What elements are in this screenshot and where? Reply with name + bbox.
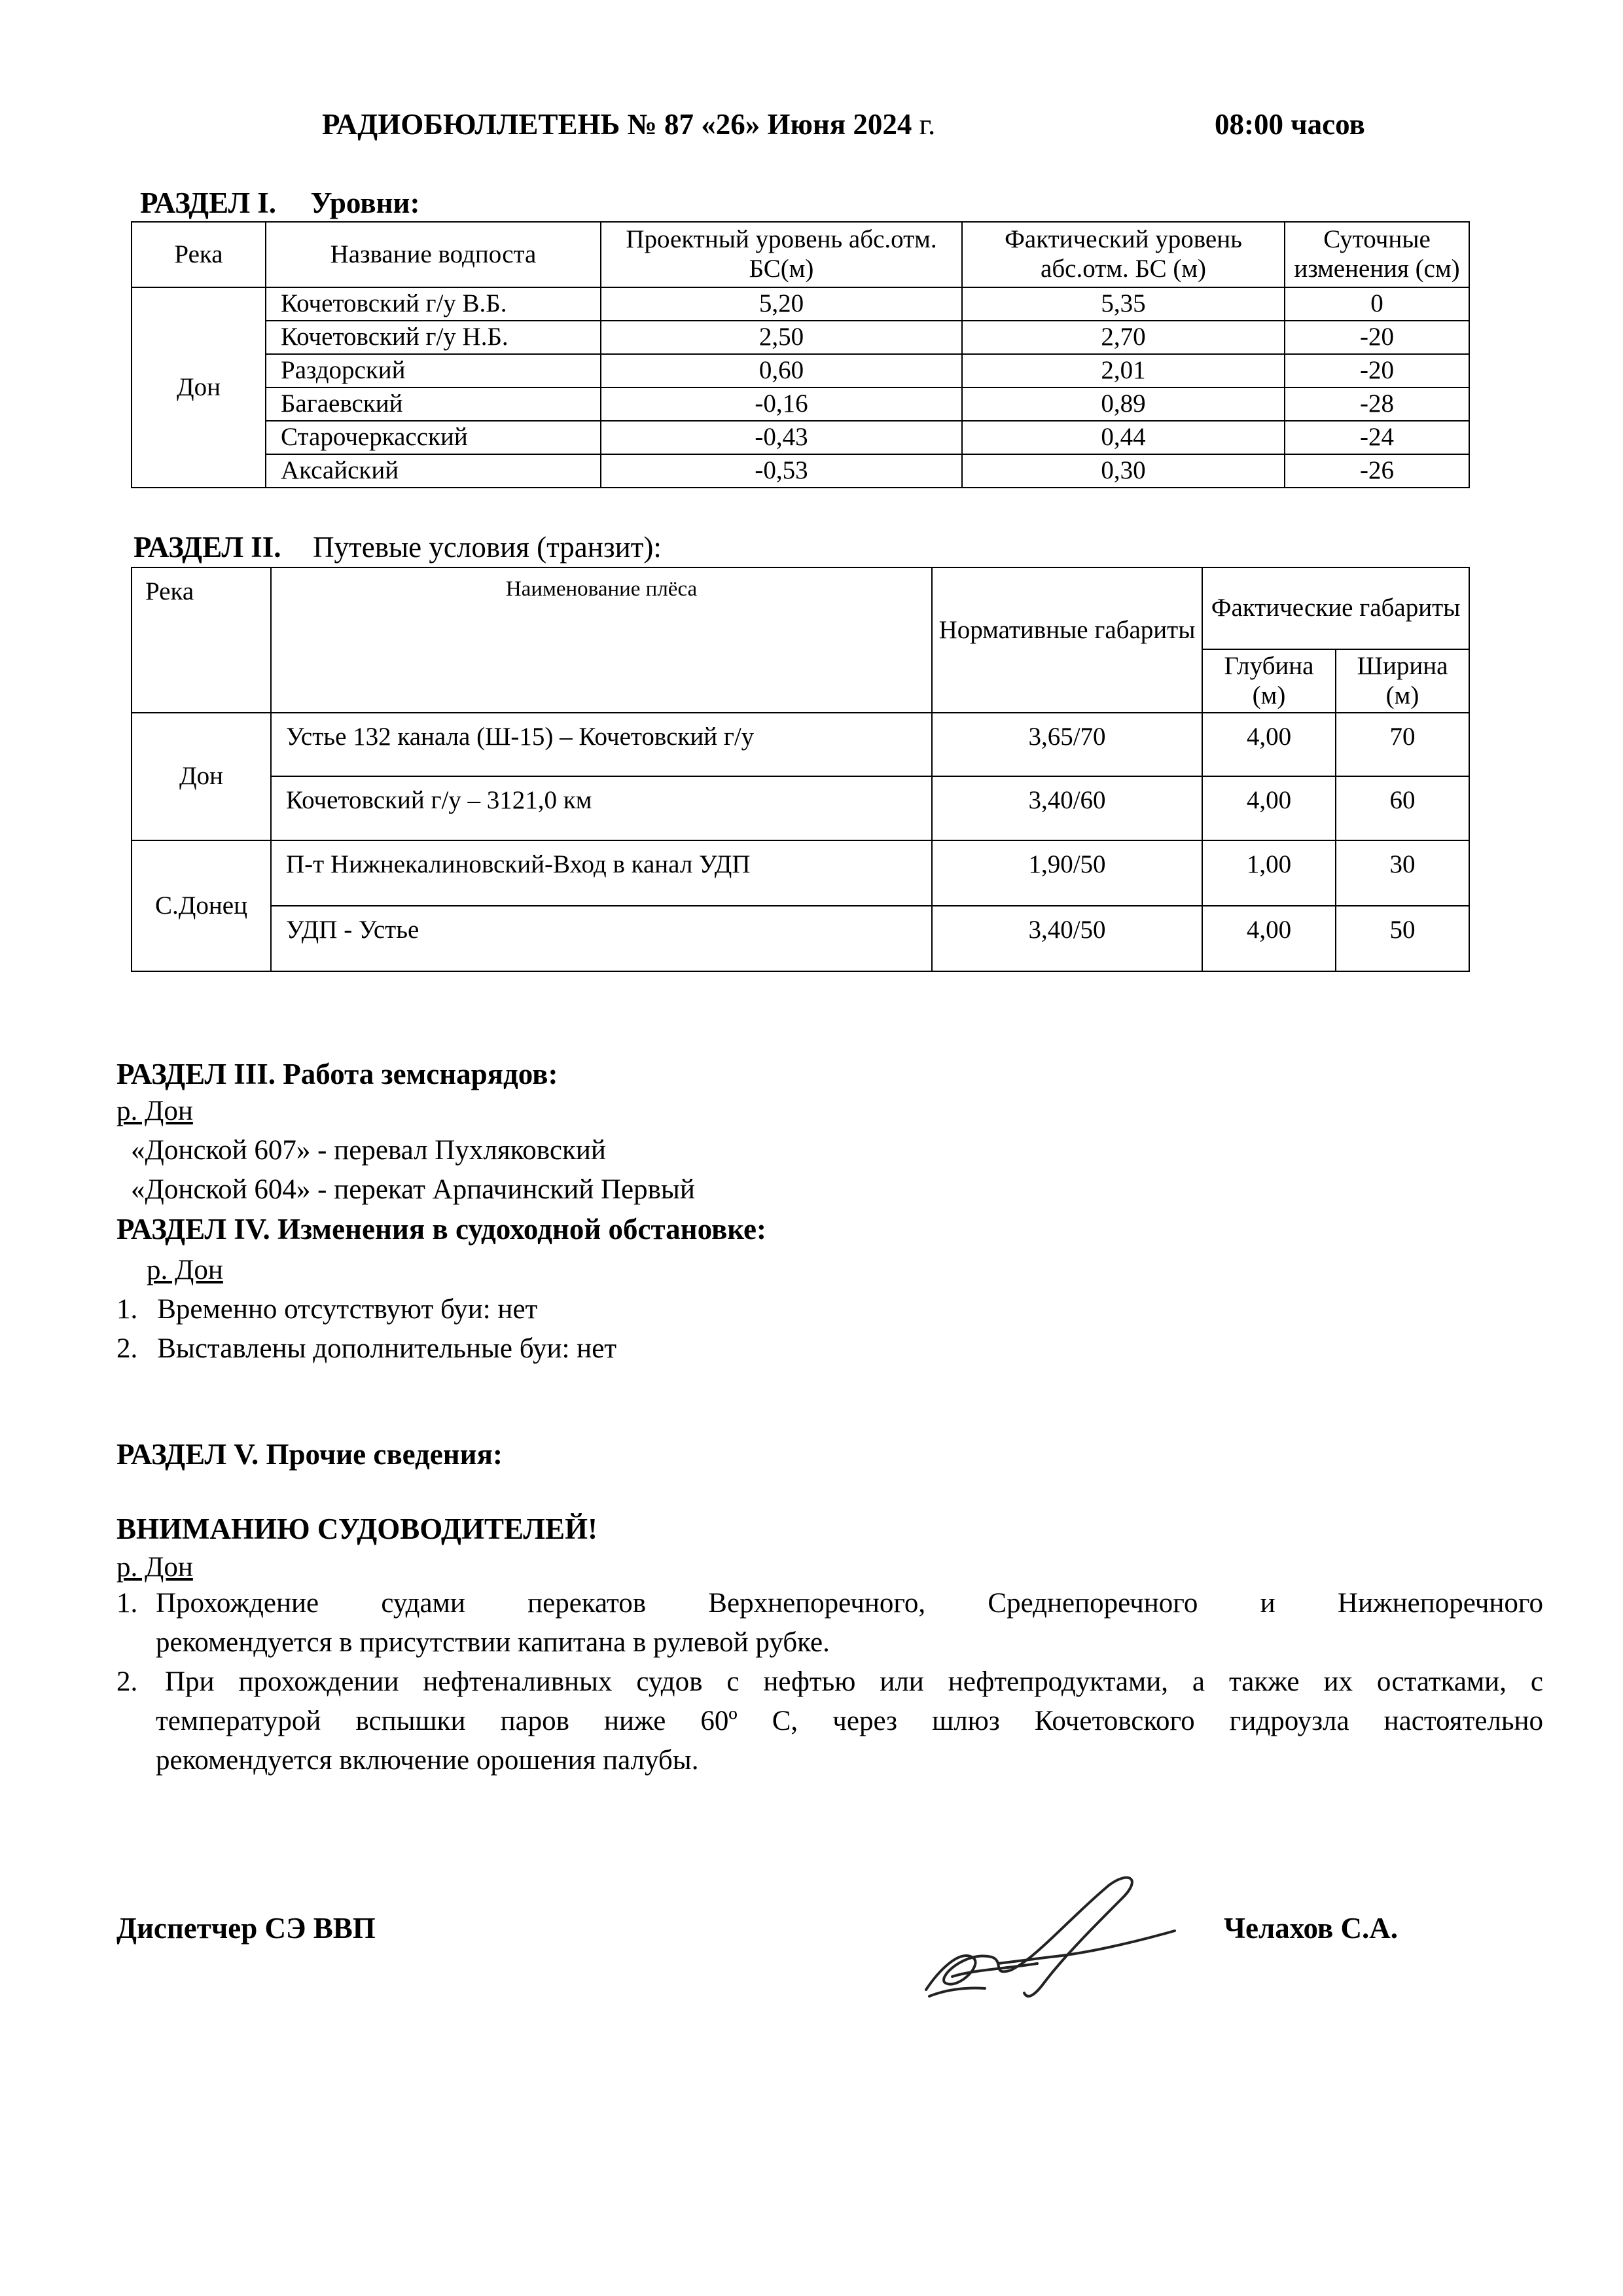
actual-width: 60	[1336, 776, 1469, 840]
actual-width: 50	[1336, 906, 1469, 971]
actual-level: 0,30	[962, 454, 1285, 488]
header-post-name: Название водпоста	[266, 222, 601, 287]
bulletin-time: 08:00 часов	[1215, 108, 1365, 141]
reach-name: П-т Нижнекалиновский-Вход в канал УДП	[271, 840, 932, 906]
daily-change: 0	[1285, 287, 1469, 321]
list-item: «Донской 604» - перекат Арпачинский Первый	[131, 1174, 695, 1205]
table-row	[132, 354, 1469, 387]
actual-level: 2,70	[962, 321, 1285, 354]
daily-change: -20	[1285, 321, 1469, 354]
list-item-text: Временно отсутствуют буи: нет	[157, 1294, 538, 1325]
section2-title: Путевые условия (транзит):	[313, 531, 662, 564]
post-name: Кочетовский г/у В.Б.	[266, 287, 601, 321]
list-item-text: Выставлены дополнительные буи: нет	[157, 1333, 617, 1364]
header-reach-name: Наименование плёса	[271, 567, 932, 713]
bulletin-title	[322, 107, 935, 141]
table-row	[132, 906, 1469, 971]
river-cell: С.Донец	[132, 840, 271, 971]
actual-depth: 4,00	[1202, 906, 1336, 971]
section4-heading: РАЗДЕЛ IV. Изменения в судоходной обстановке:	[116, 1213, 767, 1246]
list-item-line: рекомендуется включение орошения палубы.	[156, 1745, 699, 1776]
reach-name: Устье 132 канала (Ш-15) – Кочетовский г/у	[271, 713, 932, 776]
section3-river: р. Дон	[116, 1096, 193, 1126]
river-cell: Дон	[132, 287, 266, 488]
actual-depth: 4,00	[1202, 713, 1336, 776]
post-name: Аксайский	[266, 454, 601, 488]
route-conditions-table	[131, 567, 1470, 972]
actual-depth: 4,00	[1202, 776, 1336, 840]
section2-number: РАЗДЕЛ II.	[134, 531, 281, 564]
section1-heading	[140, 186, 419, 220]
section4-river: р. Дон	[147, 1255, 223, 1285]
table-row	[132, 387, 1469, 421]
normative-dimensions: 3,40/50	[932, 906, 1202, 971]
design-level: -0,53	[601, 454, 962, 488]
table-row	[132, 713, 1469, 776]
design-level: 0,60	[601, 354, 962, 387]
table-row	[132, 287, 1469, 321]
levels-table	[131, 221, 1470, 488]
header-design-level: Проектный уровень абс.отм. БС(м)	[601, 222, 962, 287]
header-river: Река	[132, 567, 271, 713]
list-item	[116, 1333, 616, 1365]
header-river: Река	[132, 222, 266, 287]
actual-depth: 1,00	[1202, 840, 1336, 906]
section3-heading: РАЗДЕЛ III. Работа земснарядов:	[116, 1058, 558, 1090]
list-item-line: Прохождение судами перекатов Верхнепоречного, Среднепоречного и Нижнепоречного	[156, 1588, 1543, 1619]
header-normative-dimensions: Нормативные габариты	[932, 567, 1202, 713]
section2-heading	[134, 530, 662, 564]
attention-heading: ВНИМАНИЮ СУДОВОДИТЕЛЕЙ!	[116, 1513, 597, 1545]
normative-dimensions: 3,65/70	[932, 713, 1202, 776]
list-item-number: 1.	[116, 1588, 138, 1619]
dispatcher-name: Челахов С.А.	[1224, 1912, 1398, 1945]
header-actual-dimensions: Фактические габариты	[1202, 567, 1469, 649]
table-row	[132, 840, 1469, 906]
list-item	[116, 1293, 537, 1325]
design-level: 5,20	[601, 287, 962, 321]
bulletin-title-main: РАДИОБЮЛЛЕТЕНЬ № 87 «26» Июня 2024	[322, 108, 912, 141]
section1-number: РАЗДЕЛ I.	[140, 187, 277, 219]
actual-level: 5,35	[962, 287, 1285, 321]
actual-width: 70	[1336, 713, 1469, 776]
list-item-line: рекомендуется в присутствии капитана в рулевой рубке.	[156, 1627, 830, 1658]
bulletin-title-year-suffix: г.	[912, 108, 936, 141]
design-level: -0,16	[601, 387, 962, 421]
header-depth: Глубина (м)	[1202, 649, 1336, 713]
list-item-line: температурой вспышки паров ниже 60º С, через шлюз Кочетовского гидроузла настоятельно	[156, 1706, 1543, 1736]
header-actual-level: Фактический уровень абс.отм. БС (м)	[962, 222, 1285, 287]
table-row	[132, 776, 1469, 840]
section5-heading: РАЗДЕЛ V. Прочие сведения:	[116, 1438, 503, 1471]
daily-change: -20	[1285, 354, 1469, 387]
list-item-number: 2.	[116, 1666, 138, 1697]
list-item-line: При прохождении нефтеналивных судов с нефтью или нефтепродуктами, а также их остатками, с	[165, 1666, 1543, 1697]
daily-change: -26	[1285, 454, 1469, 488]
post-name: Кочетовский г/у Н.Б.	[266, 321, 601, 354]
list-item: «Донской 607» - перевал Пухляковский	[131, 1135, 606, 1166]
design-level: 2,50	[601, 321, 962, 354]
actual-level: 0,44	[962, 421, 1285, 454]
route-table-header-row1	[132, 567, 1469, 649]
list-item-number: 2.	[116, 1333, 138, 1364]
header-width: Ширина (м)	[1336, 649, 1469, 713]
daily-change: -28	[1285, 387, 1469, 421]
post-name: Багаевский	[266, 387, 601, 421]
table-row	[132, 454, 1469, 488]
actual-width: 30	[1336, 840, 1469, 906]
dispatcher-title: Диспетчер СЭ ВВП	[116, 1912, 376, 1945]
actual-level: 0,89	[962, 387, 1285, 421]
reach-name: УДП - Устье	[271, 906, 932, 971]
levels-table-header	[132, 222, 1469, 287]
river-cell: Дон	[132, 713, 271, 840]
table-row	[132, 421, 1469, 454]
design-level: -0,43	[601, 421, 962, 454]
post-name: Раздорский	[266, 354, 601, 387]
actual-level: 2,01	[962, 354, 1285, 387]
daily-change: -24	[1285, 421, 1469, 454]
normative-dimensions: 1,90/50	[932, 840, 1202, 906]
header-daily-change: Суточные изменения (см)	[1285, 222, 1469, 287]
table-row	[132, 321, 1469, 354]
handwritten-signature	[913, 1859, 1188, 2016]
section5-river: р. Дон	[116, 1552, 193, 1583]
normative-dimensions: 3,40/60	[932, 776, 1202, 840]
section1-title: Уровни:	[310, 187, 420, 219]
list-item-number: 1.	[116, 1294, 138, 1325]
reach-name: Кочетовский г/у – 3121,0 км	[271, 776, 932, 840]
post-name: Старочеркасский	[266, 421, 601, 454]
